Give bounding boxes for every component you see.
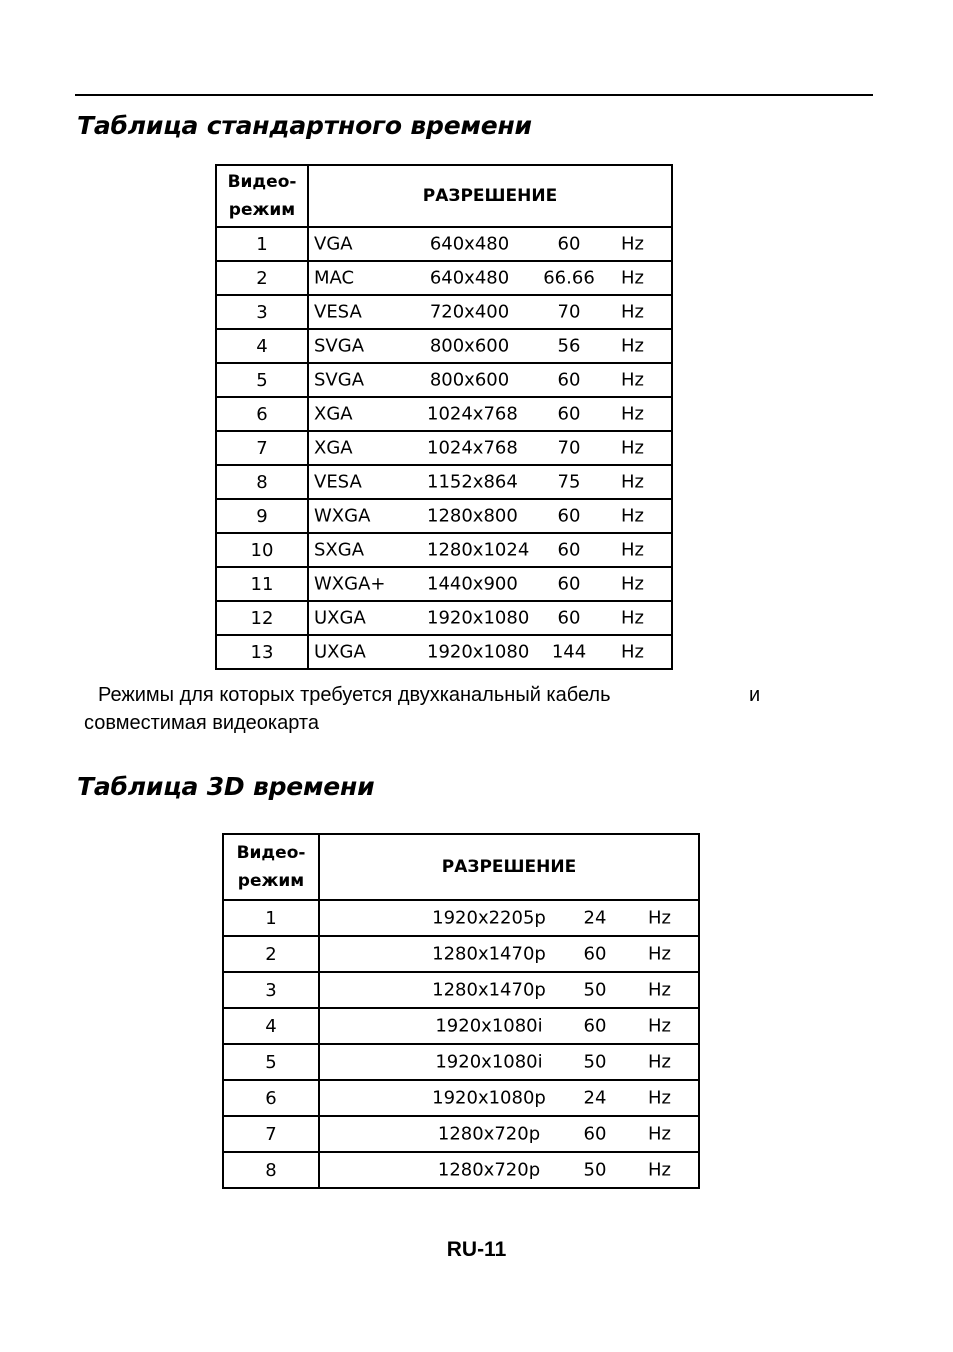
video-mode-cell: 3 bbox=[223, 972, 319, 1008]
resolution-value: 1152x864 bbox=[427, 471, 518, 493]
table-header-row bbox=[223, 834, 699, 900]
refresh-unit: Hz bbox=[621, 233, 644, 255]
refresh-rate: 60 bbox=[557, 539, 581, 561]
refresh-rate: 144 bbox=[551, 641, 587, 663]
resolution-cell bbox=[308, 499, 672, 533]
refresh-unit: Hz bbox=[621, 403, 644, 425]
resolution-cell bbox=[319, 1080, 699, 1116]
mode-name: WXGA+ bbox=[314, 573, 386, 595]
refresh-rate: 56 bbox=[557, 335, 581, 357]
resolution-cell bbox=[319, 1116, 699, 1152]
mode-name: XGA bbox=[314, 403, 353, 425]
refresh-rate: 66.66 bbox=[543, 267, 595, 289]
refresh-unit: Hz bbox=[621, 539, 644, 561]
table-row bbox=[223, 1008, 699, 1044]
resolution-value: 800x600 bbox=[429, 335, 510, 357]
refresh-unit: Hz bbox=[648, 907, 671, 929]
header-mode-line2: режим bbox=[237, 871, 305, 891]
table-row bbox=[216, 363, 672, 397]
standard-timing-heading: Таблица стандартного времени bbox=[77, 111, 532, 140]
resolution-value: 1280x720p bbox=[437, 1123, 541, 1145]
video-mode-cell: 5 bbox=[223, 1044, 319, 1080]
top-rule bbox=[75, 94, 873, 96]
table-row bbox=[216, 397, 672, 431]
video-mode-cell: 8 bbox=[216, 465, 308, 499]
refresh-rate: 60 bbox=[557, 607, 581, 629]
resolution-cell bbox=[308, 295, 672, 329]
mode-name: XGA bbox=[314, 437, 353, 459]
refresh-unit: Hz bbox=[621, 369, 644, 391]
header-video-mode bbox=[216, 165, 308, 227]
mode-name: SXGA bbox=[314, 539, 365, 561]
refresh-rate: 60 bbox=[557, 403, 581, 425]
standard-timing-table bbox=[215, 164, 673, 670]
table-row bbox=[216, 431, 672, 465]
table-row bbox=[216, 567, 672, 601]
resolution-cell bbox=[319, 936, 699, 972]
video-mode-cell: 6 bbox=[223, 1080, 319, 1116]
video-mode-cell: 6 bbox=[216, 397, 308, 431]
table-row bbox=[216, 465, 672, 499]
video-mode-cell: 3 bbox=[216, 295, 308, 329]
note-line1: Режимы для которых требуется двухканальный кабель bbox=[98, 684, 611, 706]
refresh-unit: Hz bbox=[621, 573, 644, 595]
mode-name: SVGA bbox=[314, 335, 365, 357]
refresh-rate: 70 bbox=[557, 301, 581, 323]
resolution-value: 1920x1080 bbox=[427, 641, 530, 663]
resolution-cell bbox=[319, 1008, 699, 1044]
resolution-value: 1920x1080i bbox=[435, 1015, 543, 1037]
table-row bbox=[216, 635, 672, 669]
video-mode-cell: 1 bbox=[223, 900, 319, 936]
header-resolution: РАЗРЕШЕНИЕ bbox=[319, 834, 699, 900]
resolution-value: 1920x2205p bbox=[432, 907, 546, 929]
3d-timing-heading: Таблица 3D времени bbox=[77, 772, 375, 801]
table-row bbox=[216, 533, 672, 567]
mode-name: UXGA bbox=[314, 607, 366, 629]
table-row bbox=[223, 1044, 699, 1080]
table-row bbox=[216, 227, 672, 261]
video-mode-cell: 9 bbox=[216, 499, 308, 533]
resolution-cell bbox=[319, 1044, 699, 1080]
refresh-unit: Hz bbox=[648, 943, 671, 965]
refresh-unit: Hz bbox=[648, 1015, 671, 1037]
refresh-rate: 60 bbox=[557, 505, 581, 527]
resolution-value: 1280x1470p bbox=[432, 943, 546, 965]
refresh-unit: Hz bbox=[648, 1123, 671, 1145]
refresh-rate: 24 bbox=[583, 1087, 607, 1109]
note-line2: совместимая видеокарта bbox=[84, 712, 319, 734]
refresh-unit: Hz bbox=[621, 471, 644, 493]
refresh-unit: Hz bbox=[648, 1087, 671, 1109]
refresh-rate: 50 bbox=[583, 1051, 607, 1073]
resolution-value: 1920x1080p bbox=[432, 1087, 546, 1109]
resolution-value: 1024x768 bbox=[427, 403, 518, 425]
refresh-rate: 60 bbox=[583, 1015, 607, 1037]
header-mode-line1: Видео- bbox=[236, 843, 306, 863]
refresh-rate: 60 bbox=[557, 233, 581, 255]
video-mode-cell: 13 bbox=[216, 635, 308, 669]
video-mode-cell: 11 bbox=[216, 567, 308, 601]
resolution-cell bbox=[319, 900, 699, 936]
resolution-cell bbox=[308, 431, 672, 465]
resolution-value: 1280x1024 bbox=[427, 539, 530, 561]
resolution-value: 640x480 bbox=[429, 233, 510, 255]
mode-name: VESA bbox=[314, 301, 362, 323]
resolution-cell bbox=[319, 972, 699, 1008]
table-header-row bbox=[216, 165, 672, 227]
refresh-rate: 50 bbox=[583, 1159, 607, 1181]
refresh-rate: 70 bbox=[557, 437, 581, 459]
resolution-cell bbox=[308, 635, 672, 669]
header-resolution: РАЗРЕШЕНИЕ bbox=[308, 165, 672, 227]
mode-name: UXGA bbox=[314, 641, 366, 663]
video-mode-cell: 5 bbox=[216, 363, 308, 397]
refresh-unit: Hz bbox=[621, 641, 644, 663]
resolution-value: 1280x800 bbox=[427, 505, 518, 527]
3d-timing-table bbox=[222, 833, 700, 1189]
refresh-unit: Hz bbox=[648, 979, 671, 1001]
resolution-cell bbox=[308, 329, 672, 363]
mode-name: MAC bbox=[314, 267, 355, 289]
resolution-cell bbox=[308, 261, 672, 295]
header-mode-line1: Видео- bbox=[227, 172, 297, 192]
table-row bbox=[223, 1080, 699, 1116]
table-row bbox=[223, 1152, 699, 1188]
resolution-cell bbox=[308, 533, 672, 567]
resolution-cell bbox=[308, 601, 672, 635]
refresh-unit: Hz bbox=[621, 267, 644, 289]
header-mode-line2: режим bbox=[228, 200, 296, 220]
table-row bbox=[223, 1116, 699, 1152]
resolution-value: 640x480 bbox=[429, 267, 510, 289]
resolution-value: 1920x1080 bbox=[427, 607, 530, 629]
refresh-rate: 60 bbox=[557, 573, 581, 595]
table-row bbox=[223, 936, 699, 972]
resolution-cell bbox=[308, 397, 672, 431]
refresh-unit: Hz bbox=[648, 1159, 671, 1181]
table-row bbox=[216, 601, 672, 635]
video-mode-cell: 4 bbox=[223, 1008, 319, 1044]
mode-name: WXGA bbox=[314, 505, 371, 527]
video-mode-cell: 7 bbox=[216, 431, 308, 465]
resolution-cell bbox=[308, 227, 672, 261]
resolution-cell bbox=[308, 465, 672, 499]
refresh-rate: 60 bbox=[557, 369, 581, 391]
table-row bbox=[216, 329, 672, 363]
refresh-unit: Hz bbox=[621, 607, 644, 629]
refresh-unit: Hz bbox=[621, 335, 644, 357]
resolution-value: 1440x900 bbox=[427, 573, 518, 595]
video-mode-cell: 2 bbox=[216, 261, 308, 295]
table-row bbox=[223, 972, 699, 1008]
table-row bbox=[216, 261, 672, 295]
video-mode-cell: 8 bbox=[223, 1152, 319, 1188]
video-mode-cell: 7 bbox=[223, 1116, 319, 1152]
video-mode-cell: 10 bbox=[216, 533, 308, 567]
note-line1-end: и bbox=[749, 684, 761, 706]
refresh-unit: Hz bbox=[621, 437, 644, 459]
resolution-value: 800x600 bbox=[429, 369, 510, 391]
table-row bbox=[216, 295, 672, 329]
refresh-rate: 24 bbox=[583, 907, 607, 929]
resolution-cell bbox=[308, 363, 672, 397]
resolution-value: 720x400 bbox=[429, 301, 510, 323]
refresh-rate: 75 bbox=[557, 471, 581, 493]
resolution-cell bbox=[319, 1152, 699, 1188]
resolution-value: 1920x1080i bbox=[435, 1051, 543, 1073]
refresh-unit: Hz bbox=[621, 505, 644, 527]
resolution-cell bbox=[308, 567, 672, 601]
table-row bbox=[216, 499, 672, 533]
page-number: RU-11 bbox=[446, 1238, 507, 1261]
refresh-unit: Hz bbox=[621, 301, 644, 323]
mode-name: SVGA bbox=[314, 369, 365, 391]
refresh-rate: 60 bbox=[583, 1123, 607, 1145]
refresh-rate: 60 bbox=[583, 943, 607, 965]
video-mode-cell: 2 bbox=[223, 936, 319, 972]
table-row bbox=[223, 900, 699, 936]
resolution-value: 1280x1470p bbox=[432, 979, 546, 1001]
refresh-unit: Hz bbox=[648, 1051, 671, 1073]
mode-name: VGA bbox=[314, 233, 353, 255]
header-video-mode bbox=[223, 834, 319, 900]
resolution-value: 1280x720p bbox=[437, 1159, 541, 1181]
mode-name: VESA bbox=[314, 471, 362, 493]
refresh-rate: 50 bbox=[583, 979, 607, 1001]
video-mode-cell: 4 bbox=[216, 329, 308, 363]
video-mode-cell: 12 bbox=[216, 601, 308, 635]
resolution-value: 1024x768 bbox=[427, 437, 518, 459]
video-mode-cell: 1 bbox=[216, 227, 308, 261]
